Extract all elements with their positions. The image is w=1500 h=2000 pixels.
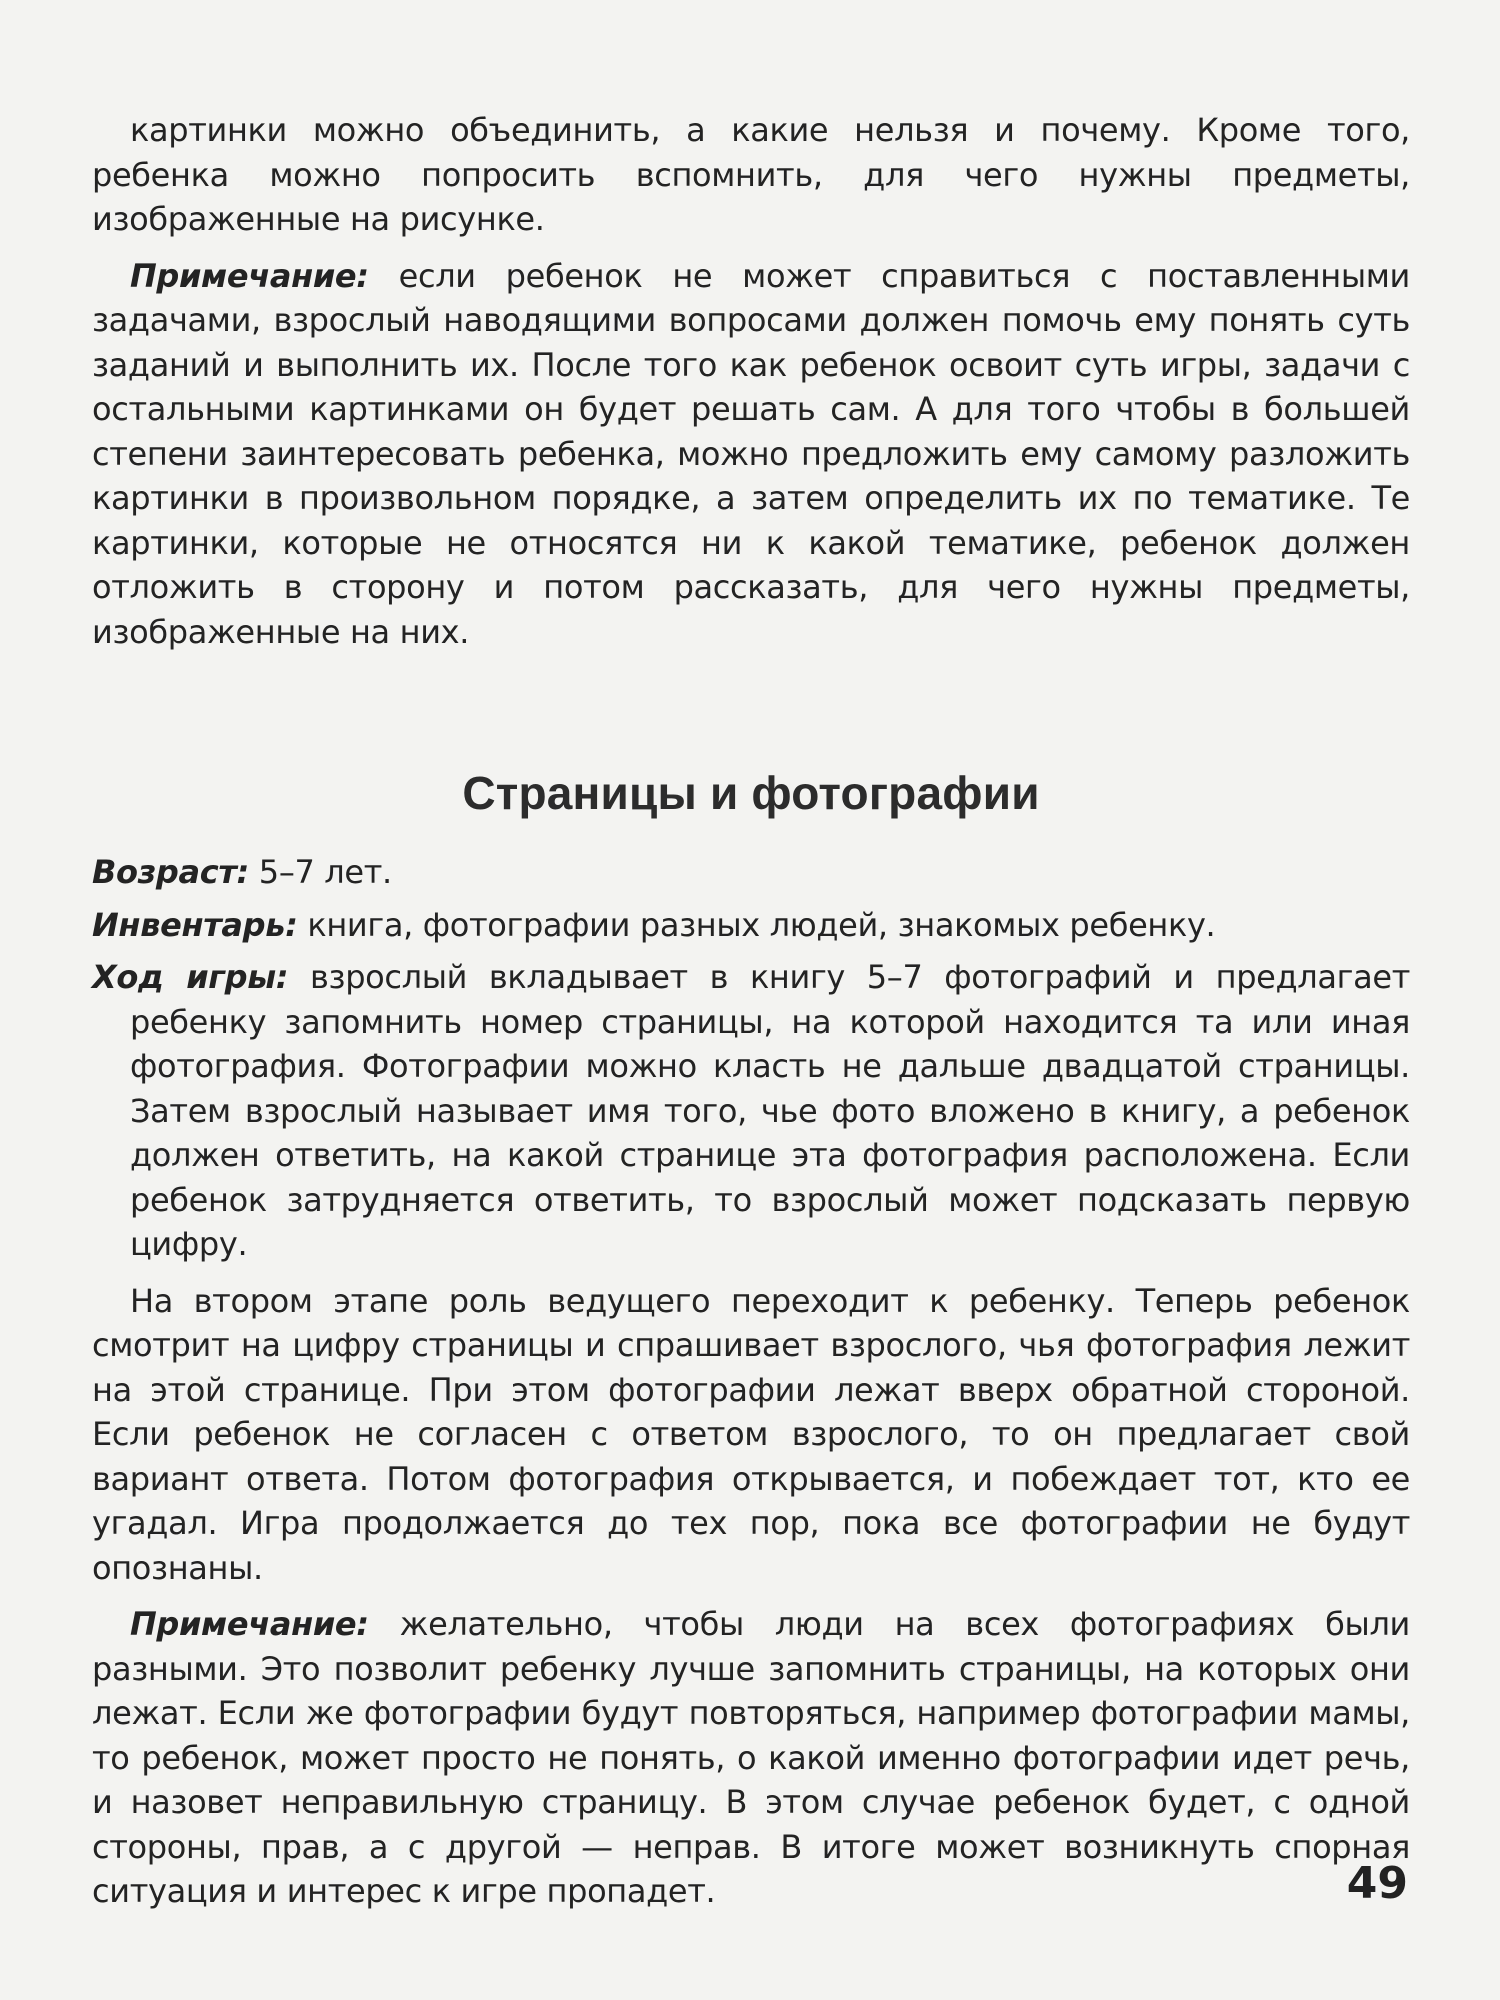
note-text-2: желательно, чтобы люди на всех фотографиях были разными. Это позволит ребенку лучше запомнить страницы, на которых они лежат. Если же фотографии будут повторяться, например фотографии мамы, то ребенок, может просто не понять, о какой именно фотографии идет речь, и назовет неправильную страницу. В этом случае ребенок будет, с одной стороны, прав, а с другой — неправ. В итоге может возникнуть спорная ситуация и интерес к игре пропадет. (92, 1605, 1410, 1910)
page-number: 49 (1346, 1858, 1408, 1909)
game-course-label: Ход игры: (92, 958, 289, 996)
age-text: 5–7 лет. (248, 853, 392, 891)
second-stage-paragraph: На втором этапе роль ведущего переходит к ребенку. Теперь ребенок смотрит на цифру страницы и спрашивает взрослого, чья фотография лежит на этой странице. При этом фотографии лежат вверх обратной стороной. Если ребенок не согласен с ответом взрослого, то он предлагает свой вариант ответа. Потом фотография открывается, и побеждает тот, кто ее угадал. Игра продолжается до тех пор, пока все фотографии не будут опознаны. (92, 1281, 1410, 1587)
age-label: Возраст: (92, 853, 249, 891)
note-text-1: если ребенок не может справиться с поставленными задачами, взрослый наводящими вопросами должен помочь ему понять суть заданий и выполнить их. После того как ребенок освоит суть игры, задачи с остальными картинками он будет решать сам. А для того чтобы в большей степени заинтересовать ребенка, можно предложить ему самому разложить картинки в произвольном порядке, а затем определить их по тематике. Те картинки, которые не относятся ни к какой тематике, ребенок должен отложить в сторону и потом рассказать, для чего нужны предметы, изображенные на них. (92, 256, 1410, 651)
note-paragraph-1 (92, 254, 1410, 655)
section-title: Страницы и фотографии (462, 767, 1040, 819)
game-course-paragraph (92, 955, 1410, 1267)
inventory-line (92, 903, 1410, 948)
note-paragraph-2 (92, 1602, 1410, 1914)
age-line (92, 850, 1410, 895)
inventory-label: Инвентарь: (92, 905, 298, 944)
inventory-text: книга, фотографии разных людей, знакомых ребенку. (297, 905, 1216, 944)
page-content (92, 108, 1410, 1914)
continuation-paragraph: картинки можно объединить, а какие нельзя и почему. Кроме того, ребенка можно попросить вспомнить, для чего нужны предметы, изображенные на рисунке. (92, 111, 1410, 238)
game-course-text: взрослый вкладывает в книгу 5–7 фотографий и предлагает ребенку запомнить номер страницы, на которой находится та или иная фотография. Фотографии можно класть не дальше двадцатой страницы. Затем взрослый называет имя того, чье фото вложено в книгу, а ребенок должен ответить, на какой странице эта фотография расположена. Если ребенок затрудняется ответить, то взрослый может подсказать первую цифру. (130, 958, 1410, 1263)
note-label-2: Примечание: (130, 1605, 369, 1643)
note-label-1: Примечание: (130, 256, 369, 295)
